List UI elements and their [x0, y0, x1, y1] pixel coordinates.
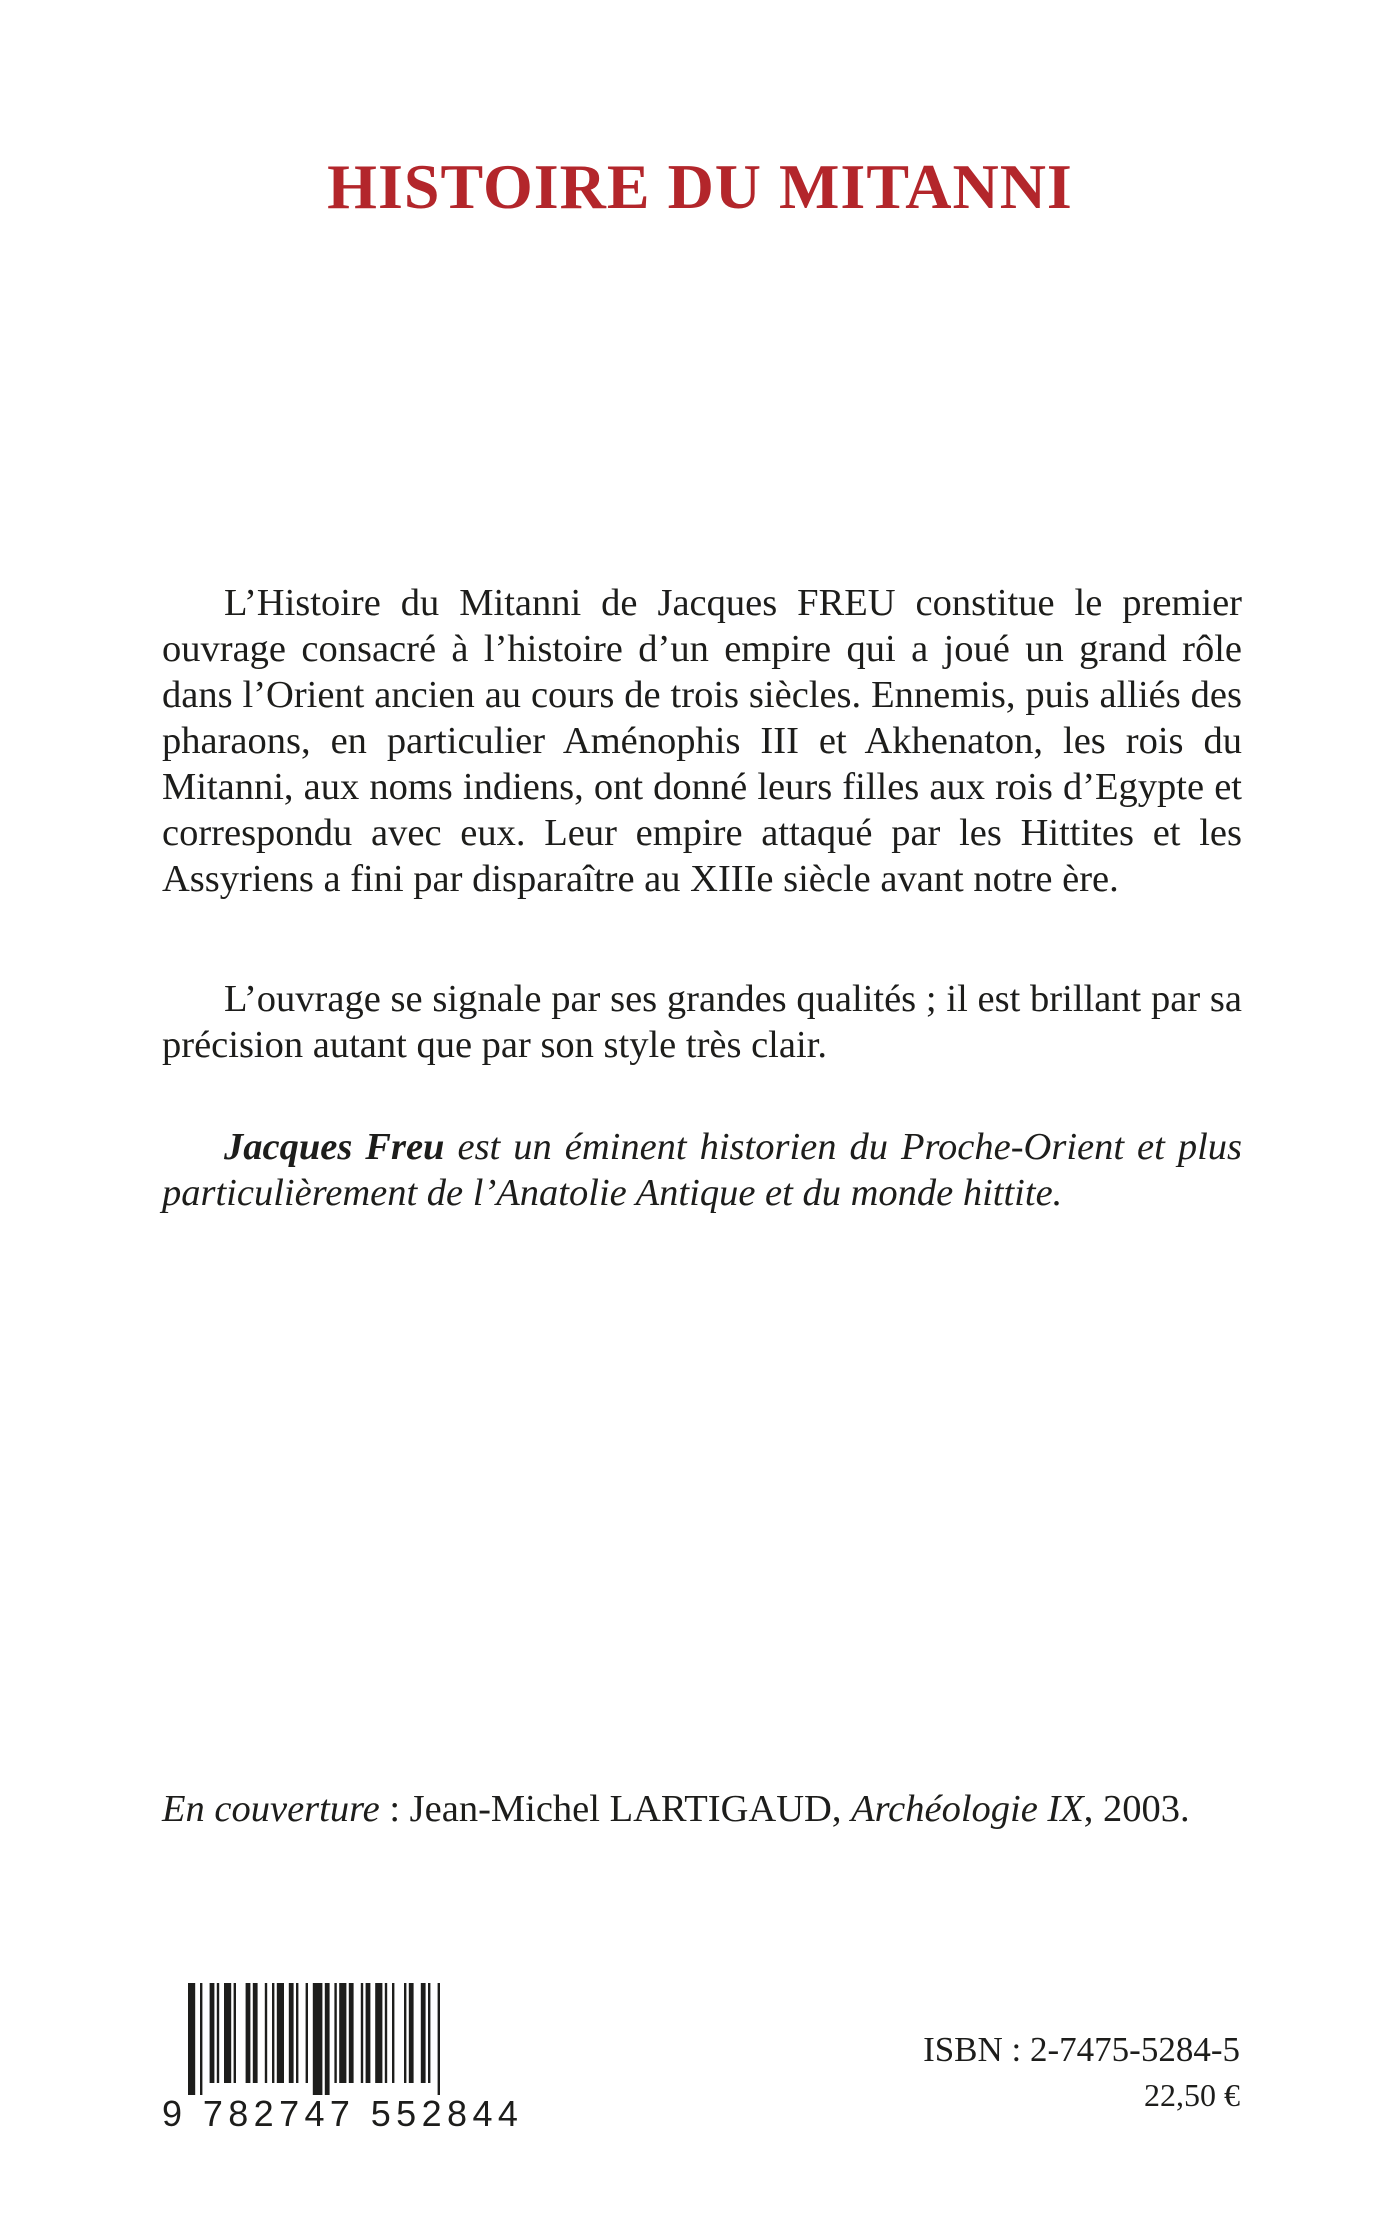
- synopsis-paragraph-1: [162, 580, 1242, 902]
- author-bio-rest: est un éminent historien du Proche-Orient et plus particulièrement de l’Anatolie Antique et du monde hittite.: [162, 1126, 1242, 1214]
- barcode: [162, 1983, 557, 2133]
- author-bio-paragraph: [162, 1124, 1242, 1216]
- author-name: Jacques Freu: [224, 1126, 445, 1168]
- cover-credit-label: En couverture: [162, 1788, 380, 1830]
- barcode-digits: 9 782747 552844: [162, 2093, 524, 2134]
- isbn: ISBN : 2-7475-5284-5: [923, 2030, 1240, 2069]
- synopsis-text-1: L’Histoire du Mitanni de Jacques FREU constitue le premier ouvrage consacré à l’histoire d’un empire qui a joué un grand rôle dans l’Orient ancien au cours de trois siècles. Ennemis, puis alliés des pharaons, en particulier Aménophis III et Akhenaton, les rois du Mitanni, aux noms indiens, ont donné leurs filles aux rois d’Egypte et correspondu avec eux. Leur empire attaqué par les Hittites et les Assyriens a fini par disparaître au XIIIe siècle avant notre ère.: [162, 582, 1242, 900]
- price: 22,50 €: [1144, 2077, 1240, 2113]
- book-title: HISTOIRE DU MITANNI: [327, 151, 1073, 222]
- barcode-icon: [162, 1983, 557, 2095]
- cover-credit-year: , 2003.: [1083, 1788, 1190, 1830]
- synopsis-paragraph-2: [162, 976, 1242, 1068]
- author-bio-text: [162, 1124, 1242, 1216]
- synopsis-text-2: L’ouvrage se signale par ses grandes qualités ; il est brillant par sa précision autant que par son style très clair.: [162, 978, 1242, 1066]
- cover-credit-artist: : Jean-Michel LARTIGAUD,: [379, 1788, 852, 1830]
- cover-credit: [162, 1786, 1242, 1832]
- cover-credit-work: Archéologie IX: [851, 1788, 1084, 1830]
